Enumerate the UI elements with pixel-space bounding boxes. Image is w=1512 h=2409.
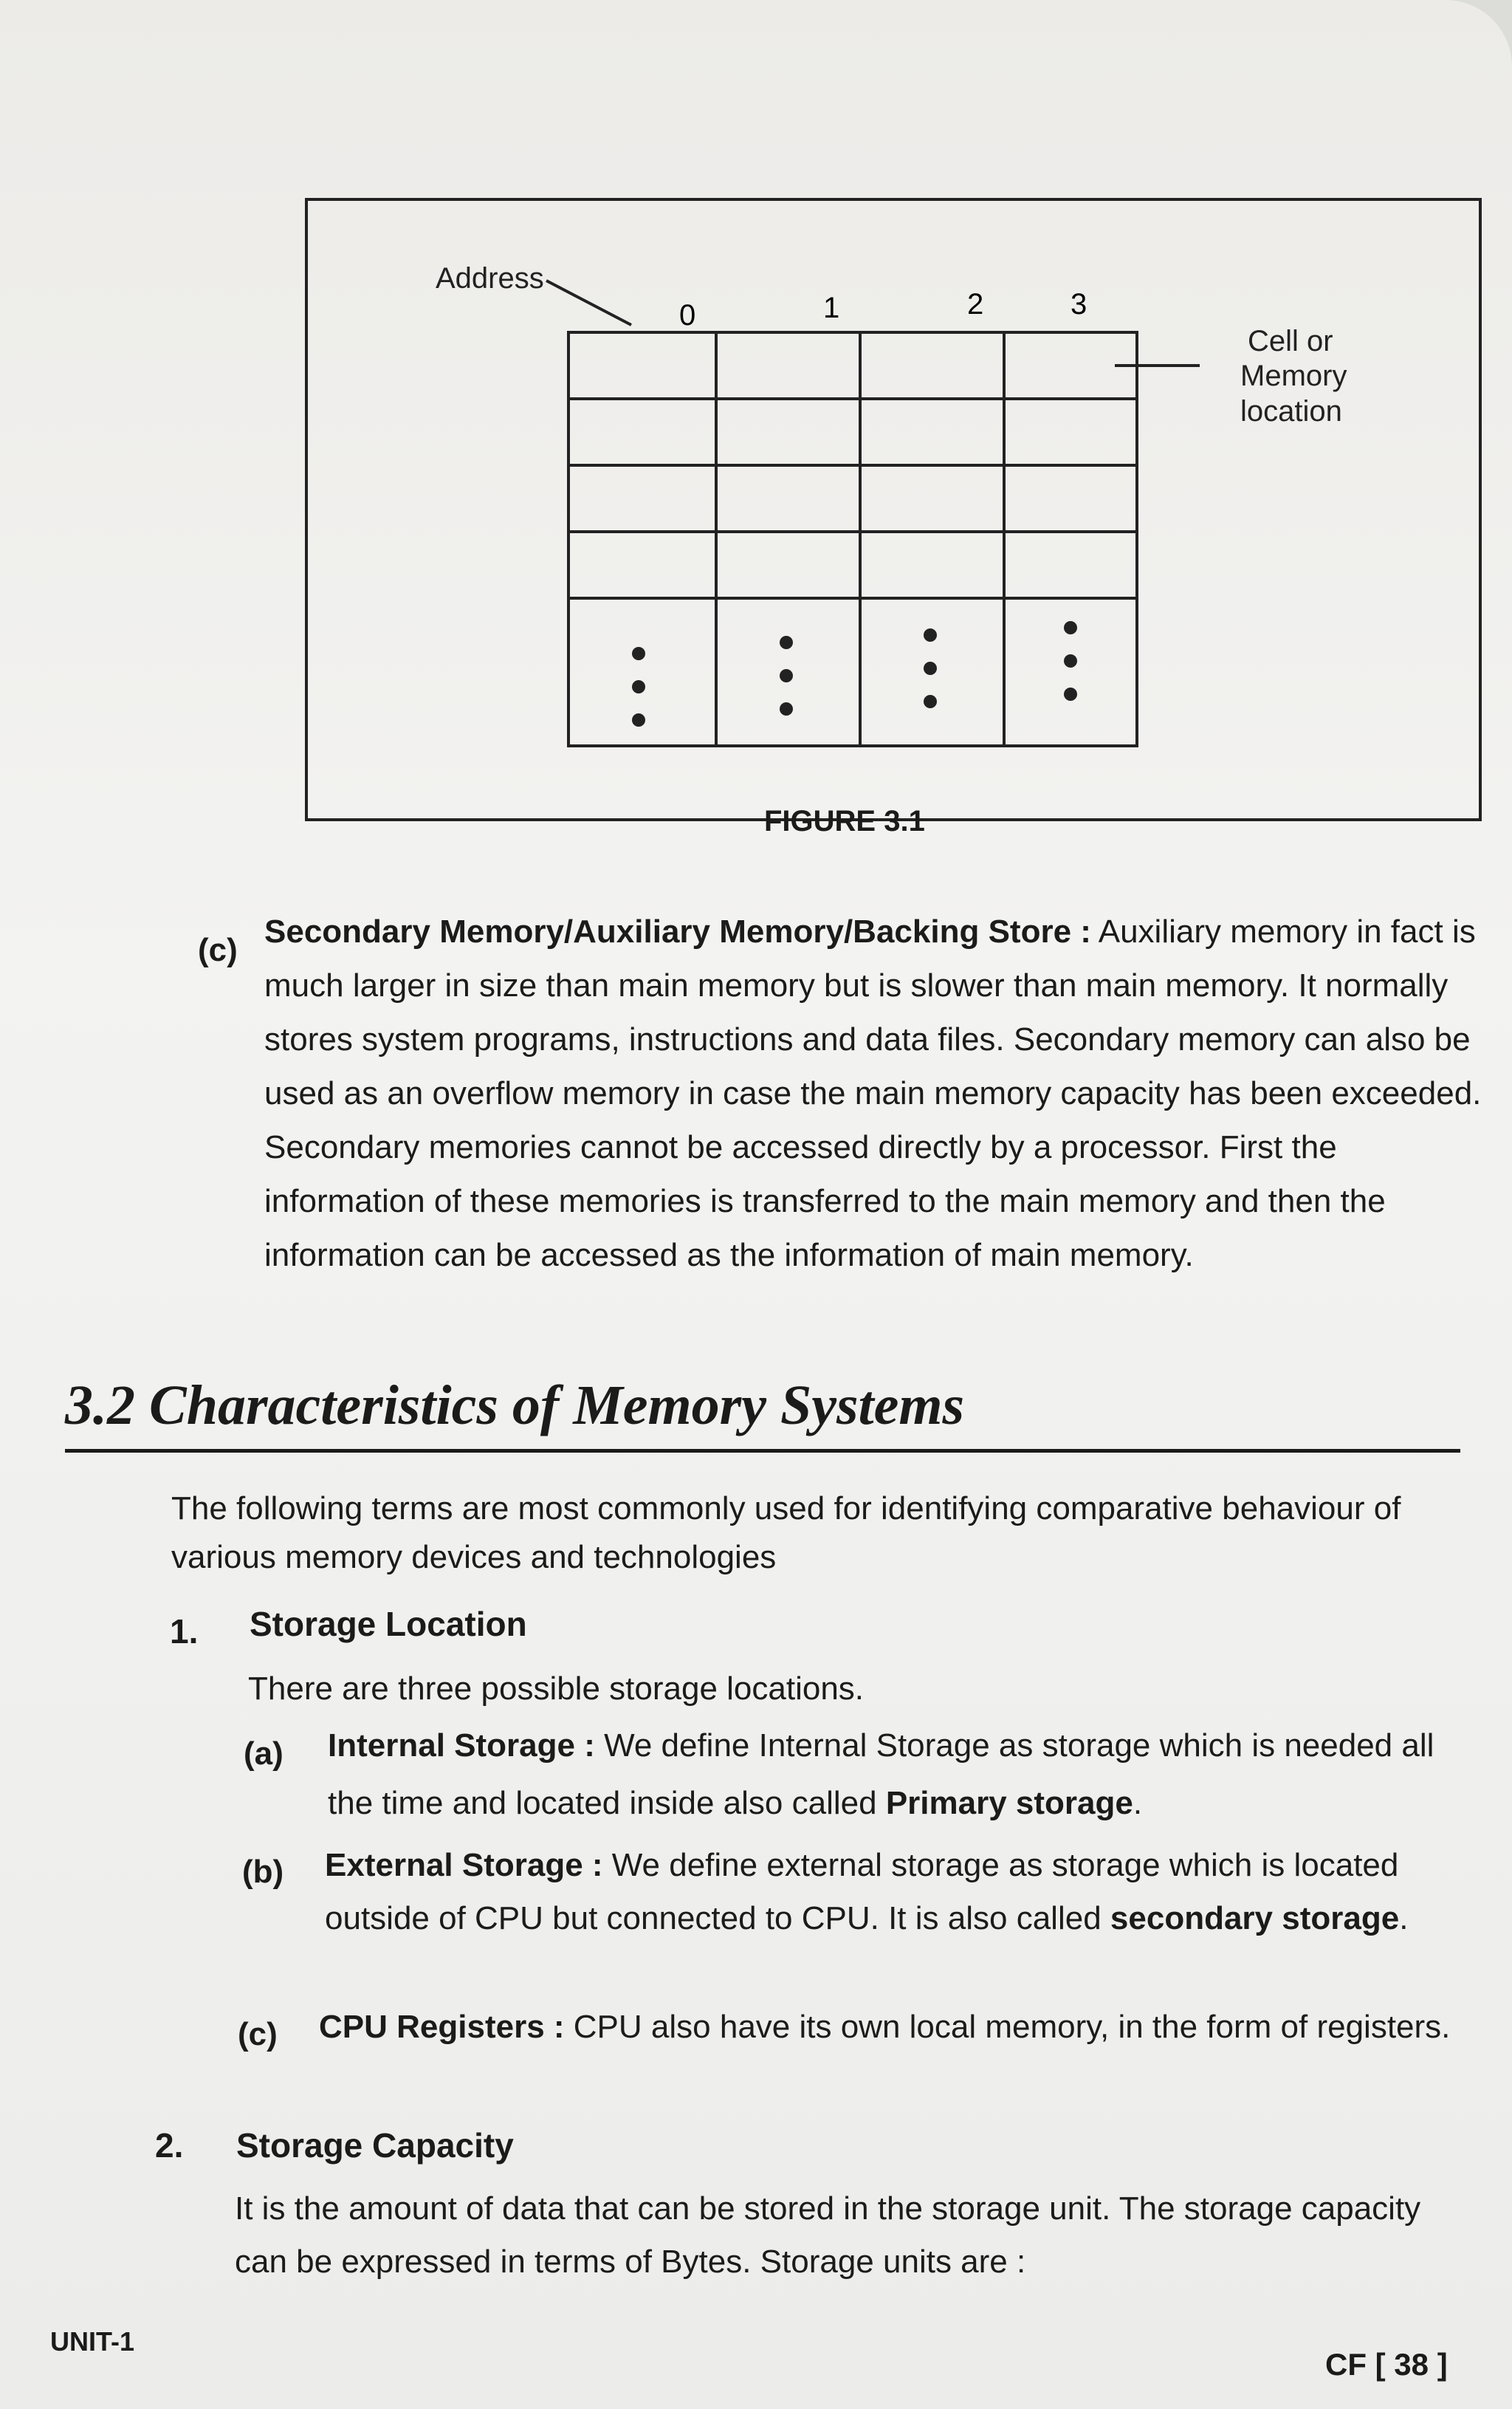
secondary-marker: (c)	[198, 932, 238, 968]
memory-grid-diagram	[303, 185, 1484, 835]
column-label-3: 3	[1071, 288, 1087, 321]
storage-capacity-number: 2.	[155, 2126, 184, 2165]
cpu-registers-label: CPU Registers :	[319, 2009, 565, 2045]
section-rule	[65, 1449, 1460, 1453]
cell-label: Cell or Memory location	[1240, 325, 1347, 428]
secondary-text: Auxiliary memory in fact is much larger in size than main memory but is slower than main memory. It normally stores system programs, instructions and data files. Secondary memory can also be used as an overflow memory in case the main memory capacity has been exceeded. Secondary memories cannot be accessed directly by a processor. First the information of these memories is transferred to the main memory and then the information can be accessed as the information of main memory.	[264, 914, 1482, 1273]
cpu-registers-item	[319, 2001, 1471, 2053]
storage-capacity-text: It is the amount of data that can be stored in the storage unit. The storage capacity can be expressed in terms of Bytes. Storage units are :	[235, 2190, 1421, 2280]
item-c-marker: (c)	[238, 2016, 278, 2052]
external-storage-text: We define external storage as storage which is located outside of CPU but connected to CPU. It is also called	[325, 1847, 1399, 1936]
storage-location-heading: Storage Location	[250, 1605, 527, 1643]
primary-storage-term: Primary storage	[885, 1785, 1133, 1821]
column-label-1: 1	[823, 292, 840, 324]
memory-cell-grid	[568, 332, 1137, 746]
footer-page-number: CF [ 38 ]	[1325, 2347, 1448, 2382]
column-label-2: 2	[967, 288, 984, 321]
internal-storage-label: Internal Storage :	[328, 1727, 595, 1764]
address-label: Address	[436, 262, 544, 295]
section-title: 3.2 Characteristics of Memory Systems	[65, 1374, 965, 1436]
footer-unit-label: UNIT-1	[50, 2326, 135, 2357]
secondary-memory-paragraph	[264, 905, 1482, 1282]
storage-location-intro: There are three possible storage locations.	[248, 1670, 865, 1707]
secondary-heading: Secondary Memory/Auxiliary Memory/Backing Store :	[264, 914, 1091, 950]
address-pointer	[546, 281, 631, 325]
internal-storage-text: We define Internal Storage as storage which is needed all the time and located inside also called	[328, 1727, 1434, 1821]
storage-capacity-heading: Storage Capacity	[236, 2126, 514, 2165]
item-a-marker: (a)	[244, 1735, 284, 1772]
section-intro: The following terms are most commonly used for identifying comparative behaviour of various memory devices and technologies	[171, 1490, 1401, 1575]
cpu-registers-text: CPU also have its own local memory, in the form of registers.	[573, 2009, 1451, 2045]
internal-storage-item	[328, 1717, 1476, 1832]
external-storage-label: External Storage :	[325, 1847, 603, 1883]
ellipsis-dots	[632, 621, 1077, 727]
item-b-marker: (b)	[242, 1854, 284, 1890]
item-a-end: .	[1133, 1785, 1143, 1821]
item-b-end: .	[1399, 1900, 1409, 1936]
memory-figure	[303, 185, 1484, 835]
figure-caption: FIGURE 3.1	[764, 805, 925, 837]
storage-location-number: 1.	[170, 1612, 199, 1651]
external-storage-item	[325, 1839, 1477, 1945]
secondary-storage-term: secondary storage	[1110, 1900, 1400, 1936]
column-label-0: 0	[679, 299, 696, 332]
